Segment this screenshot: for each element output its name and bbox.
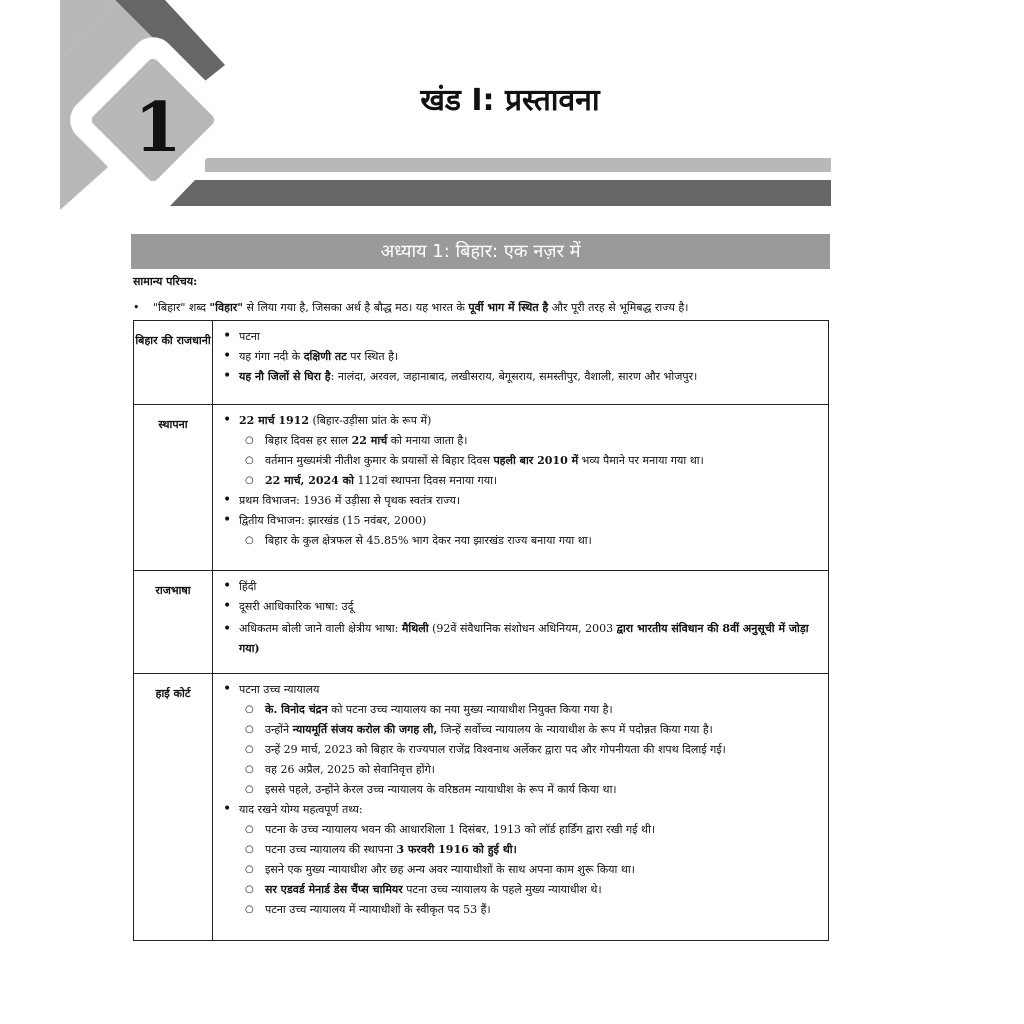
- sub-list-item: ○ उन्होंने न्यायमूर्ति संजय करोल की जगह ली, जिन्हें सर्वोच्च न्यायालय के न्यायाधीश के रूप में पदोन्नत किया गया है।: [265, 722, 822, 737]
- row-content: [213, 674, 829, 941]
- list-item: • अधिकतम बोली जाने वाली क्षेत्रीय भाषा: मैथिली (92वें संवैधानिक संशोधन अधिनियम, 2003 द्वारा भारतीय संविधान की 8वीं अनुसूची में जोड़ा गया): [239, 619, 822, 659]
- sub-list-item: ○ वर्तमान मुख्यमंत्री नीतीश कुमार के प्रयासों से बिहार दिवस पहली बार 2010 में भव्य पैमाने पर मनाया गया था।: [265, 453, 822, 468]
- table-row-establishment: [134, 405, 829, 571]
- list-item: • याद रखने योग्य महत्वपूर्ण तथ्य: ○ पटना के उच्च न्यायालय भवन की आधारशिला 1 दिसंबर, 1913 को लॉर्ड हार्डिंग द्वारा रखी गई थी। ○ पटना उच्च न्यायालय की स्थापना 3 फरवरी 1916 को हुई थी। ○ इसने एक मुख्य न्यायाधीश और छह अन्य अवर न्यायाधीशों के साथ अपना काम शुरू किया था। ○ सर एडवर्ड मेनार्ड डेस चैंप्स चामियर पटना उच्च न्यायालय के पहले मुख्य न्यायाधीश थे। ○ पटना उच्च न्यायालय में न्यायाधीशों के स्वीकृत पद 53 हैं।: [239, 802, 822, 917]
- sub-list-item: ○ पटना उच्च न्यायालय में न्यायाधीशों के स्वीकृत पद 53 हैं।: [265, 902, 822, 917]
- sub-list-item: ○ पटना के उच्च न्यायालय भवन की आधारशिला 1 दिसंबर, 1913 को लॉर्ड हार्डिंग द्वारा रखी गई थी।: [265, 822, 822, 837]
- chapter-number: 1: [134, 88, 182, 168]
- text: "बिहार" शब्द: [153, 301, 210, 314]
- row-content: [213, 321, 829, 405]
- sub-list-item: ○ वह 26 अप्रैल, 2025 को सेवानिवृत्त होंगे।: [265, 762, 822, 777]
- bold-text: "विहार": [209, 301, 244, 314]
- list-item: • पटना: [239, 329, 822, 344]
- sub-list-item: ○ बिहार के कुल क्षेत्रफल से 45.85% भाग देकर नया झारखंड राज्य बनाया गया था।: [265, 533, 822, 548]
- text: से लिया गया है, जिसका अर्थ है बौद्ध मठ। यह भारत के: [243, 301, 469, 314]
- table-row-language: [134, 571, 829, 674]
- row-label: हाई कोर्ट: [134, 674, 213, 941]
- section-title: खंड I: प्रस्तावना: [420, 83, 600, 118]
- table-row-capital: [134, 321, 829, 405]
- sub-list-item: ○ इसने एक मुख्य न्यायाधीश और छह अन्य अवर न्यायाधीशों के साथ अपना काम शुरू किया था।: [265, 862, 822, 877]
- chapter-title-bar: अध्याय 1: बिहार: एक नज़र में: [131, 234, 830, 269]
- sub-list-item: ○ के. विनोद चंद्रन को पटना उच्च न्यायालय का नया मुख्य न्यायाधीश नियुक्त किया गया है।: [265, 702, 822, 717]
- list-item: • हिंदी: [239, 579, 822, 594]
- list-item: • यह नौ जिलों से घिरा है: नालंदा, अरवल, जहानाबाद, लखीसराय, बेगूसराय, समस्तीपुर, वैशाली, सारण और भोजपुर।: [239, 369, 822, 384]
- row-label: राजभाषा: [134, 571, 213, 674]
- list-item: • दूसरी आधिकारिक भाषा: उर्दू: [239, 599, 822, 614]
- table-row-highcourt: [134, 674, 829, 941]
- sub-list-item: ○ सर एडवर्ड मेनार्ड डेस चैंप्स चामियर पटना उच्च न्यायालय के पहले मुख्य न्यायाधीश थे।: [265, 882, 822, 897]
- intro-label: सामान्य परिचय:: [133, 275, 198, 288]
- list-item: • द्वितीय विभाजन: झारखंड (15 नवंबर, 2000) ○ बिहार के कुल क्षेत्रफल से 45.85% भाग देकर नया झारखंड राज्य बनाया गया था।: [239, 513, 822, 548]
- sub-list-item: ○ बिहार दिवस हर साल 22 मार्च को मनाया जाता है।: [265, 433, 822, 448]
- intro-bullet: [133, 300, 833, 315]
- bullet-icon: •: [133, 301, 140, 314]
- row-label: बिहार की राजधानी: [134, 321, 213, 405]
- header-top-stripe: [205, 158, 831, 172]
- bold-text: पूर्वी भाग में स्थित है: [468, 301, 549, 314]
- row-label: स्थापना: [134, 405, 213, 571]
- row-content: [213, 571, 829, 674]
- sub-list-item: ○ पटना उच्च न्यायालय की स्थापना 3 फरवरी 1916 को हुई थी।: [265, 842, 822, 857]
- sub-list-item: ○ उन्हें 29 मार्च, 2023 को बिहार के राज्यपाल राजेंद्र विश्वनाथ अर्लेकर द्वारा पद और गोपनीयता की शपथ दिलाई गई।: [265, 742, 822, 757]
- sub-list-item: ○ 22 मार्च, 2024 को 112वां स्थापना दिवस मनाया गया।: [265, 473, 822, 488]
- bihar-facts-table: [133, 320, 829, 941]
- header-bottom-stripe: [170, 180, 831, 206]
- list-item: • प्रथम विभाजन: 1936 में उड़ीसा से पृथक स्वतंत्र राज्य।: [239, 493, 822, 508]
- sub-list-item: ○ इससे पहले, उन्होंने केरल उच्च न्यायालय के वरिष्ठतम न्यायाधीश के रूप में कार्य किया था।: [265, 782, 822, 797]
- list-item: • पटना उच्च न्यायालय ○ के. विनोद चंद्रन को पटना उच्च न्यायालय का नया मुख्य न्यायाधीश नियुक्त किया गया है। ○ उन्होंने न्यायमूर्ति संजय करोल की जगह ली, जिन्हें सर्वोच्च न्यायालय के न्यायाधीश के रूप में पदोन्नत किया गया है। ○ उन्हें 29 मार्च, 2023 को बिहार के राज्यपाल राजेंद्र विश्वनाथ अर्लेकर द्वारा पद और गोपनीयता की शपथ दिलाई गई। ○ वह 26 अप्रैल, 2025 को सेवानिवृत्त होंगे। ○ इससे पहले, उन्होंने केरल उच्च न्यायालय के वरिष्ठतम न्यायाधीश के रूप में कार्य किया था।: [239, 682, 822, 797]
- list-item: • यह गंगा नदी के दक्षिणी तट पर स्थित है।: [239, 349, 822, 364]
- text: और पूरी तरह से भूमिबद्ध राज्य है।: [548, 301, 689, 314]
- row-content: [213, 405, 829, 571]
- list-item: • 22 मार्च 1912 (बिहार-उड़ीसा प्रांत के रूप में) ○ बिहार दिवस हर साल 22 मार्च को मनाया जाता है। ○ वर्तमान मुख्यमंत्री नीतीश कुमार के प्रयासों से बिहार दिवस पहली बार 2010 में भव्य पैमाने पर मनाया गया था। ○ 22 मार्च, 2024 को 112वां स्थापना दिवस मनाया गया।: [239, 413, 822, 488]
